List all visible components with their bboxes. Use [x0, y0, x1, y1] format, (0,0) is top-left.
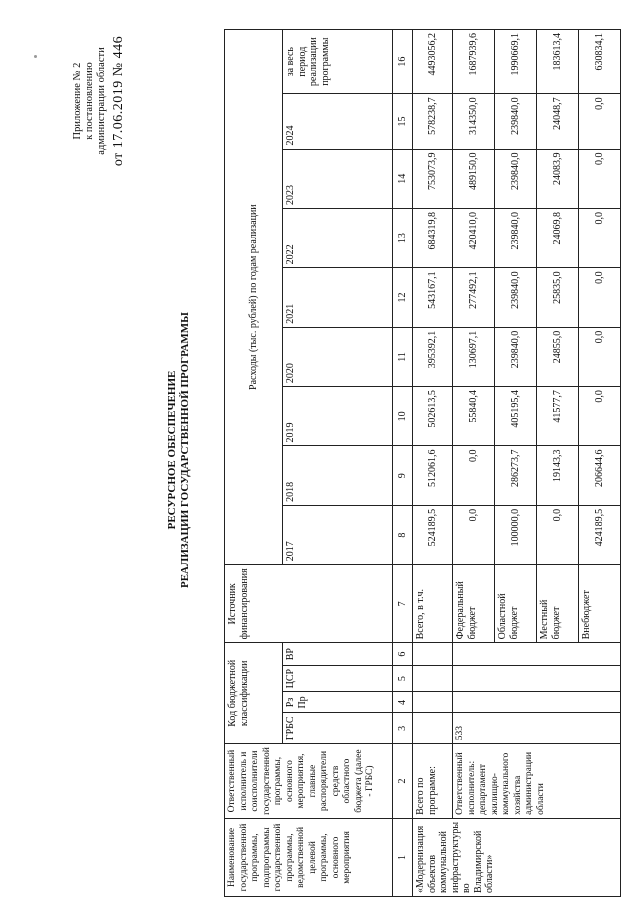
value-cell: 0,0 [579, 208, 621, 267]
csr-cell [453, 665, 621, 691]
header-row [225, 30, 283, 897]
value-cell: 24048,7 [537, 94, 579, 149]
value-cell: 405195,4 [495, 387, 537, 446]
program-executor: Ответственный исполнитель: департамент жилищно-коммунального хозяйства администрации области [453, 744, 621, 819]
value-cell: 630834,1 [579, 30, 621, 94]
scan-speck [34, 55, 37, 58]
value-cell: 512061,6 [413, 446, 453, 505]
value-cell: 314350,0 [453, 94, 495, 149]
value-cell: 239840,0 [495, 94, 537, 149]
source-cell: Федеральный бюджет [453, 565, 495, 643]
value-cell: 684319,8 [413, 208, 453, 267]
table-row [453, 30, 495, 897]
value-cell: 286273,7 [495, 446, 537, 505]
title-line: РЕСУРСНОЕ ОБЕСПЕЧЕНИЕ [166, 370, 178, 530]
header-executor: Ответственный исполнитель и соисполнители государственной программы, основного мероприятия, главные распорядители средств областного бюджета (далее - ГРБС) [225, 744, 393, 819]
value-cell: 130697,1 [453, 327, 495, 386]
rzpr-cell [413, 692, 453, 713]
source-cell: Областной бюджет [495, 565, 537, 643]
vr-cell [413, 643, 453, 666]
col-number: 4 [393, 692, 413, 713]
approval-stamp [72, 3, 128, 199]
value-cell: 239840,0 [495, 327, 537, 386]
col-number: 6 [393, 643, 413, 666]
col-number: 7 [393, 565, 413, 643]
value-cell: 24069,8 [537, 208, 579, 267]
approval-line: администрации области [96, 47, 107, 155]
value-cell: 100000,0 [495, 505, 537, 564]
value-cell: 0,0 [453, 505, 495, 564]
rzpr-cell [453, 692, 621, 713]
document-title [166, 285, 192, 615]
header-year: 2022 [283, 208, 393, 267]
header-csr: ЦСР [283, 665, 393, 691]
grbs-cell [413, 713, 453, 744]
col-number: 11 [393, 327, 413, 386]
value-cell: 0,0 [537, 505, 579, 564]
header-vr: ВР [283, 643, 393, 666]
approval-date: от 17.06.2019 № 446 [111, 35, 126, 167]
value-cell: 0,0 [579, 327, 621, 386]
col-number: 13 [393, 208, 413, 267]
col-number: 14 [393, 149, 413, 208]
vr-cell [453, 643, 621, 666]
col-number: 3 [393, 713, 413, 744]
header-year: 2024 [283, 94, 393, 149]
col-number: 9 [393, 446, 413, 505]
col-number: 12 [393, 268, 413, 327]
header-total: за весь период реализации программы [283, 30, 393, 94]
source-cell: Внебюджет [579, 565, 621, 643]
col-number: 8 [393, 505, 413, 564]
value-cell: 206644,6 [579, 446, 621, 505]
header-year: 2021 [283, 268, 393, 327]
value-cell: 239840,0 [495, 149, 537, 208]
source-cell: Всего, в т.ч. [413, 565, 453, 643]
value-cell: 239840,0 [495, 208, 537, 267]
value-cell: 239840,0 [495, 268, 537, 327]
value-cell: 4493056,2 [413, 30, 453, 94]
program-total-label: Всего по программе: [413, 744, 453, 819]
value-cell: 424189,5 [579, 505, 621, 564]
table-row [413, 30, 453, 897]
column-number-row [393, 30, 413, 897]
header-year: 2023 [283, 149, 393, 208]
col-number: 16 [393, 30, 413, 94]
value-cell: 24855,0 [537, 327, 579, 386]
value-cell: 41577,7 [537, 387, 579, 446]
col-number: 2 [393, 744, 413, 819]
value-cell: 24083,9 [537, 149, 579, 208]
grbs-code: 533 [453, 713, 621, 744]
value-cell: 19143,3 [537, 446, 579, 505]
col-number: 10 [393, 387, 413, 446]
value-cell: 0,0 [579, 149, 621, 208]
header-year: 2018 [283, 446, 393, 505]
program-name: «Модернизация объектов коммунальной инфраструктуры во Владимирской области» [413, 818, 621, 896]
value-cell: 55840,4 [453, 387, 495, 446]
header-year: 2017 [283, 505, 393, 564]
csr-cell [413, 665, 453, 691]
value-cell: 0,0 [579, 268, 621, 327]
col-number: 15 [393, 94, 413, 149]
value-cell: 578238,7 [413, 94, 453, 149]
header-year: 2020 [283, 327, 393, 386]
value-cell: 277492,1 [453, 268, 495, 327]
value-cell: 489150,0 [453, 149, 495, 208]
resource-table [224, 29, 621, 897]
value-cell: 753073,9 [413, 149, 453, 208]
value-cell: 183613,4 [537, 30, 579, 94]
value-cell: 1990669,1 [495, 30, 537, 94]
header-budget-code: Код бюджетной классификации [225, 643, 283, 744]
value-cell: 0,0 [453, 446, 495, 505]
value-cell: 502613,5 [413, 387, 453, 446]
header-rzpr: Рз Пр [283, 692, 393, 713]
header-year: 2019 [283, 387, 393, 446]
value-cell: 543167,1 [413, 268, 453, 327]
value-cell: 1687939,6 [453, 30, 495, 94]
col-number: 1 [393, 818, 413, 896]
header-expenses: Расходы (тыс. рублей) по годам реализации [225, 30, 283, 565]
approval-line: к постановлению [84, 62, 95, 140]
value-cell: 0,0 [579, 387, 621, 446]
value-cell: 524189,5 [413, 505, 453, 564]
col-number: 5 [393, 665, 413, 691]
value-cell: 25835,0 [537, 268, 579, 327]
title-line: РЕАЛИЗАЦИИ ГОСУДАРСТВЕННОЙ ПРОГРАММЫ [179, 312, 191, 588]
value-cell: 0,0 [579, 94, 621, 149]
header-name: Наименование государственной программы, подпрограммы государственной программы, ведомственной целевой программы, основного мероприятия [225, 818, 393, 896]
value-cell: 420410,0 [453, 208, 495, 267]
source-cell: Местный бюджет [537, 565, 579, 643]
header-source: Источник финансирования [225, 565, 393, 643]
approval-line: Приложение № 2 [72, 62, 83, 140]
value-cell: 395392,1 [413, 327, 453, 386]
header-grbs: ГРБС [283, 713, 393, 744]
